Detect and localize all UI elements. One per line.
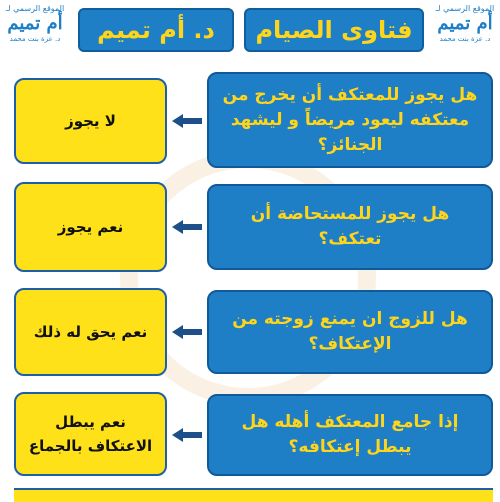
logo-mark: أم تميم <box>7 13 63 34</box>
question-box: هل يجوز للمعتكف أن يخرج من معتكفه ليعود مريضاً و ليشهد الجنائز؟ <box>207 72 493 168</box>
arrow-left-icon <box>172 428 202 442</box>
arrow-left-icon <box>172 325 202 339</box>
question-box: هل يجوز للمستحاضة أن تعتكف؟ <box>207 184 493 270</box>
logo-right <box>434 4 496 60</box>
arrow-left-icon <box>172 220 202 234</box>
question-box: هل للزوج ان يمنع زوجته من الإعتكاف؟ <box>207 290 493 374</box>
answer-box: نعم يحق له ذلك <box>14 288 167 376</box>
logo-mark: أم تميم <box>437 13 493 34</box>
answer-box: لا يجوز <box>14 78 167 164</box>
logo-site-label: الموقع الرسمي لـ <box>435 4 495 13</box>
arrow-left-icon <box>172 114 202 128</box>
logo-name: د. عزة بنت محمد <box>439 35 491 43</box>
logo-site-label: الموقع الرسمي لـ <box>5 4 65 13</box>
question-box: إذا جامع المعتكف أهله هل يبطل إعتكافه؟ <box>207 394 493 476</box>
logo-left <box>4 4 66 60</box>
author-title: د. أم تميم <box>78 8 234 52</box>
answer-box: نعم يجوز <box>14 182 167 272</box>
answer-box: نعم يبطل الاعتكاف بالجماع <box>14 392 167 476</box>
page-title: فتاوى الصيام <box>244 8 424 52</box>
logo-name: د. عزة بنت محمد <box>9 35 61 43</box>
